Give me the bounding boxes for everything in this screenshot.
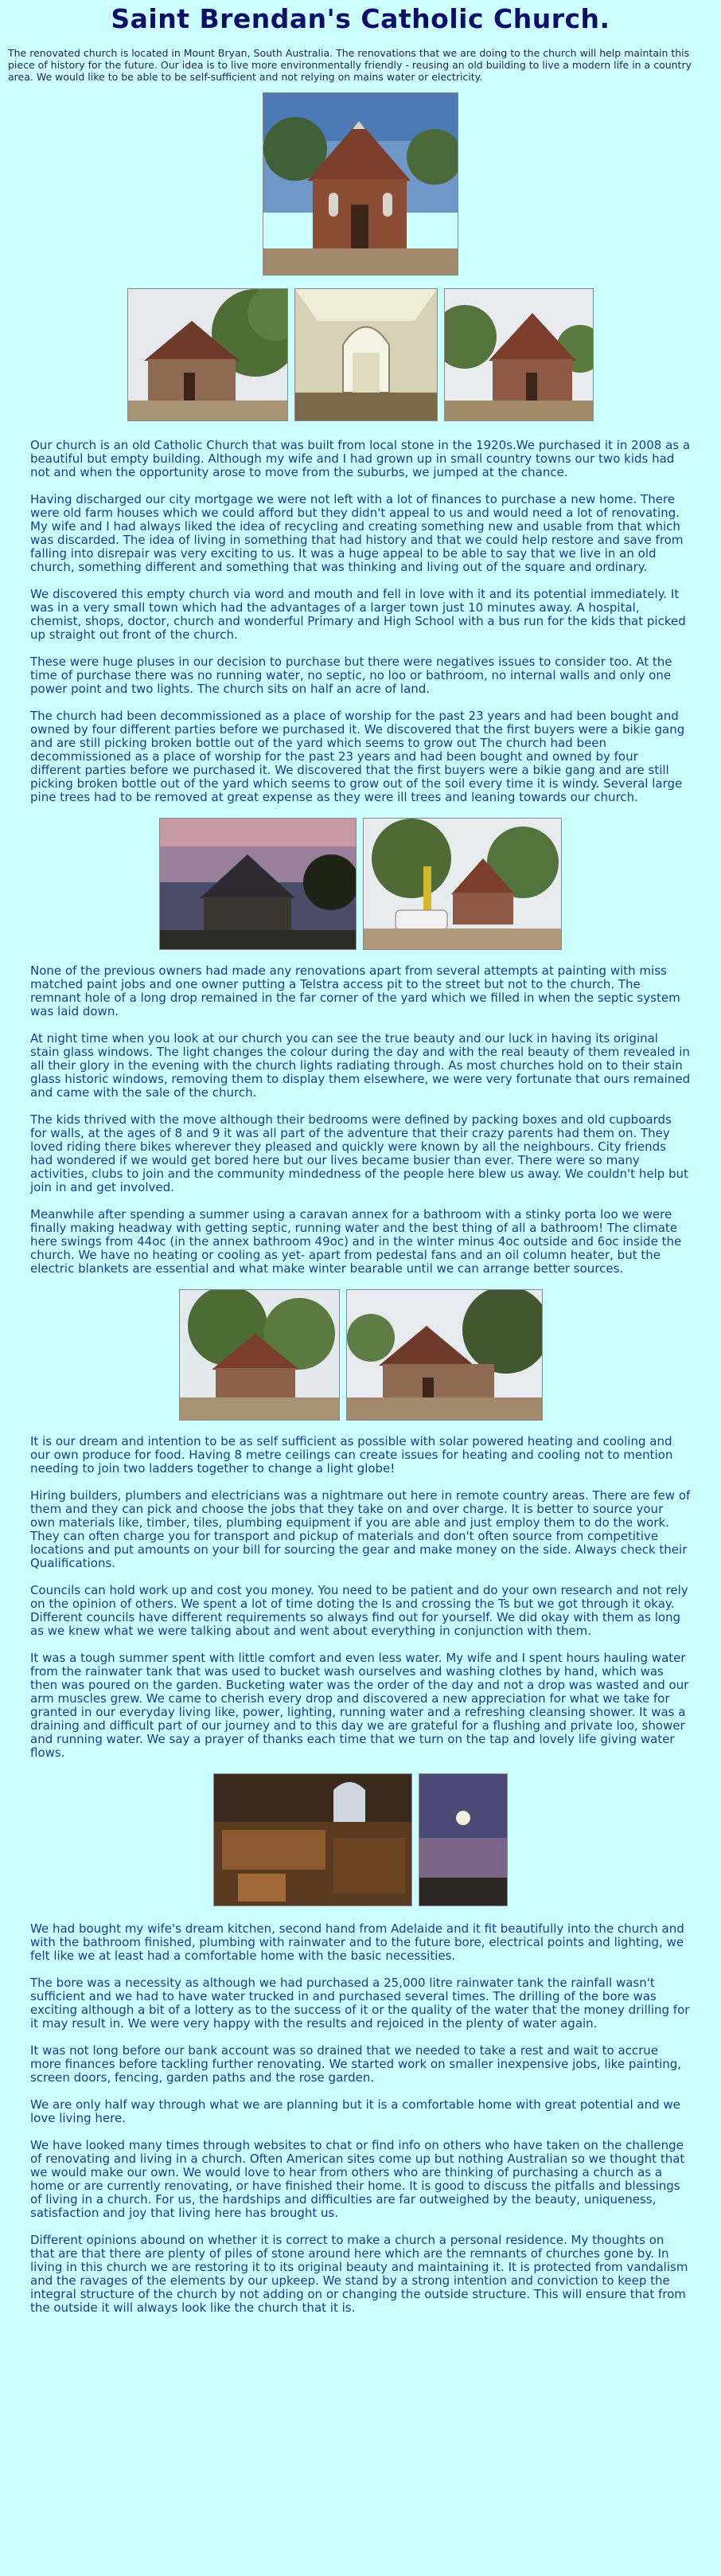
intro-text: The renovated church is located in Mount Bryan, South Australia. The renovations that we are doing to the church will help maintain this piece of history for the future. Our idea is to live more environmentally friendly - reusing an old building to live a modern life in a country area. We would like to be able to be self-sufficient and not relying on mains water or electricity. [8, 47, 692, 83]
story-paragraph: It is our dream and intention to be as self sufficient as possible with solar powered heating and cooling and our own produce for food. Having 8 metre ceilings can create issues for heating and cooling not to mention needing to join two ladders together to change a light globe! [30, 1434, 673, 1476]
story-paragraph: The kids thrived with the move although their bedrooms were defined by packing boxes and old cupboards for walls, at the ages of 8 and 9 it was all part of the adventure that their crazy parents had them on. They loved riding there bikes wherever they pleased and quickly were known by all the neighbours. City friends had wondered if we would get bored here but our lives became busier than ever. There were so many activities, clubs to join and the community mindedness of the people here blew us away. We couldn't help but join in and get involved. [30, 1112, 688, 1194]
church-exterior-wide-photo [346, 1289, 543, 1421]
story-paragraph: At night time when you look at our church you can see the true beauty and our luck in having its original stain glass windows. The light changes the colour during the day and with the real beauty of them revealed in all their glory in the evening with the church lights radiating through. As most churches hold on to their stain glass historic windows, removing them to display them elsewhere, we were very fortunate that ours remained and came with the sale of the church. [30, 1031, 691, 1100]
moon-night-sky-photo [419, 1773, 508, 1906]
church-tree-removal-photo [363, 818, 562, 950]
church-dusk-photo [159, 818, 357, 950]
story-paragraph: We are only half way through what we are planning but it is a comfortable home with great potential and we love living here. [30, 2097, 680, 2125]
story-paragraph: The church had been decommissioned as a place of worship for the past 23 years and had been bought and owned by four different parties before we purchased it. We discovered that the first buyers were a bikie gang and are still picking broken bottle out of the yard which seems to grow out The church had been decommissioned as a place of worship for the past 23 years and had been bought and owned by four different parties before we purchased it. We discovered that the first buyers were a bikie gang and are still picking broken bottle out of the yard which seems to grow out of the soil every time it is windy. Several large pine trees had to be removed at great expense as they were ill trees and leaning towards our church. [30, 709, 685, 804]
story-paragraph: None of the previous owners had made any renovations apart from several attempts at painting with miss matched paint jobs and one owner putting a Telstra access pit to the street but not to the church. The remnant hole of a long drop remained in the far corner of the yard which we filled in when the septic system was laid down. [30, 964, 680, 1018]
story-paragraph: Hiring builders, plumbers and electricians was a nightmare out here in remote country areas. There are few of them and they can pick and choose the jobs that they take on and over charge. It is better to source your own materials like, timber, tiles, plumbing equipment if you are able and just employ them to do the work. They can often charge you for transport and pickup of materials and don't often source from competitive locations and put amounts on your bill for sourcing the gear and make money on the side. Always check their Qualifications. [30, 1488, 691, 1570]
story-paragraph: These were huge pluses in our decision to purchase but there were negatives issues to consider too. At the time of purchase there was no running water, no septic, no loo or bathroom, no internal walls and only one power point and two lights. The church sits on half an acre of land. [30, 655, 672, 696]
story-paragraph: The bore was a necessity as although we had purchased a 25,000 litre rainwater tank the rainfall wasn't sufficient and we had to have water trucked in and purchased several times. The drilling of the bore was exciting although a bit of a lottery as to the success of it or the quality of the water that the money drilling for it may result in. We were very happy with the results and rejoiced in the plenty of water again. [30, 1976, 690, 2031]
story-paragraph: Different opinions abound on whether it is correct to make a church a personal residence. My thoughts on that are that there are plenty of piles of stone around here which are the remnants of churches gone by. In living in this church we are restoring it to its original beauty and maintaining it. It is protected from vandalism and the ravages of the elements by our upkeep. We stand by a strong intention and conviction to keep the integral structure of the church by not adding on or changing the outside structure. This will ensure that from the outside it will always look like the church that it is. [30, 2233, 688, 2315]
church-kitchen-photo [213, 1773, 412, 1906]
story-paragraph: We discovered this empty church via word and mouth and fell in love with it and its potential immediately. It was in a very small town which had the advantages of a larger town just 10 minutes away. A hospital, chemist, shops, doctor, church and wonderful Primary and High School with a bus run for the kids that picked up straight out front of the church. [30, 587, 686, 642]
page-title: Saint Brendan's Catholic Church. [111, 3, 610, 34]
story-paragraph: It was a tough summer spent with little comfort and even less water. My wife and I spent hours hauling water from the rainwater tank that was used to bucket wash ourselves and washing clothes by hand, which was then was poured on the garden. Bucketing water was the order of the day and not a drop was wasted and our arm muscles grew. We came to cherish every drop and discovered a new appreciation for what we take for granted in our everyday living like, power, lighting, running water and a refreshing cleansing shower. It was a draining and difficult part of our journey and to this day we are grateful for a flushing and private loo, shower and running water. We say a prayer of thanks each time that we turn on the tap and lovely life giving water flows. [30, 1651, 689, 1760]
church-interior-photo [294, 288, 438, 421]
story-paragraph: We have looked many times through websites to chat or find info on others who have taken on the challenge of renovating and living in a church. Often American sites come up but nothing Australian so we thought that we would make our own. We would love to hear from others who are thinking of purchasing a church as a home or are currently renovating, or have finished their home. It is good to discuss the pitfalls and blessings of living in a church. For us, the hardships and difficulties are far outweighed by the beauty, uniqueness, satisfaction and joy that living here has brought us. [30, 2138, 685, 2220]
church-trees-photo [179, 1289, 340, 1421]
story-paragraph: It was not long before our bank account was so drained that we needed to take a rest and wait to accrue more finances before tackling further renovating. We started work on smaller inexpensive jobs, like painting, screen doors, fencing, garden paths and the rose garden. [30, 2043, 682, 2085]
story-paragraph: Meanwhile after spending a summer using a caravan annex for a bathroom with a stinky porta loo we were finally making headway with getting septic, running water and the best thing of all a bathroom! The climate here swings from 44oc (in the annex bathroom 49oc) and in the winter minus 4oc outside and 6oc inside the church. We have no heating or cooling as yet- apart from pedestal fans and an oil column heater, but the electric blankets are essential and what make winter bearable until we can arrange better sources. [30, 1207, 682, 1276]
church-front-photo [444, 288, 594, 421]
story-paragraph: Councils can hold work up and cost you money. You need to be patient and do your own research and not rely on the opinion of others. We spent a lot of time doting the Is and crossing the Ts but we got through it okay. Different councils have different requirements so always find out for yourself. We did okay with them as long as we knew what we were talking about and went about everything in conjunction with them. [30, 1583, 688, 1638]
story-paragraph: Our church is an old Catholic Church that was built from local stone in the 1920s.We purchased it in 2008 as a beautiful but empty building. Although my wife and I had grown up in small country towns our two kids had not and when the opportunity arose to move from the suburbs, we jumped at the chance. [30, 438, 691, 479]
church-side-photo [127, 288, 288, 421]
story-paragraph: Having discharged our city mortgage we were not left with a lot of finances to purchase a new home. There were old farm houses which we could afford but they didn't appeal to us and would need a lot of renovating. My wife and I had always liked the idea of recycling and creating something new and usable from that which was discarded. The idea of living in something that had history and that we could help restore and save from falling into disrepair was very exciting to us. It was a huge appeal to be able to say that we live in an old church, something different and something that was thinking and living out of the square and ordinary. [30, 492, 684, 574]
church-exterior-photo [263, 92, 458, 276]
story-paragraph: We had bought my wife's dream kitchen, second hand from Adelaide and it fit beautifully into the church and with the bathroom finished, plumbing with rainwater and to the future bore, electrical points and lighting, we felt like we at least had a comfortable home with the basic necessities. [30, 1921, 684, 1963]
